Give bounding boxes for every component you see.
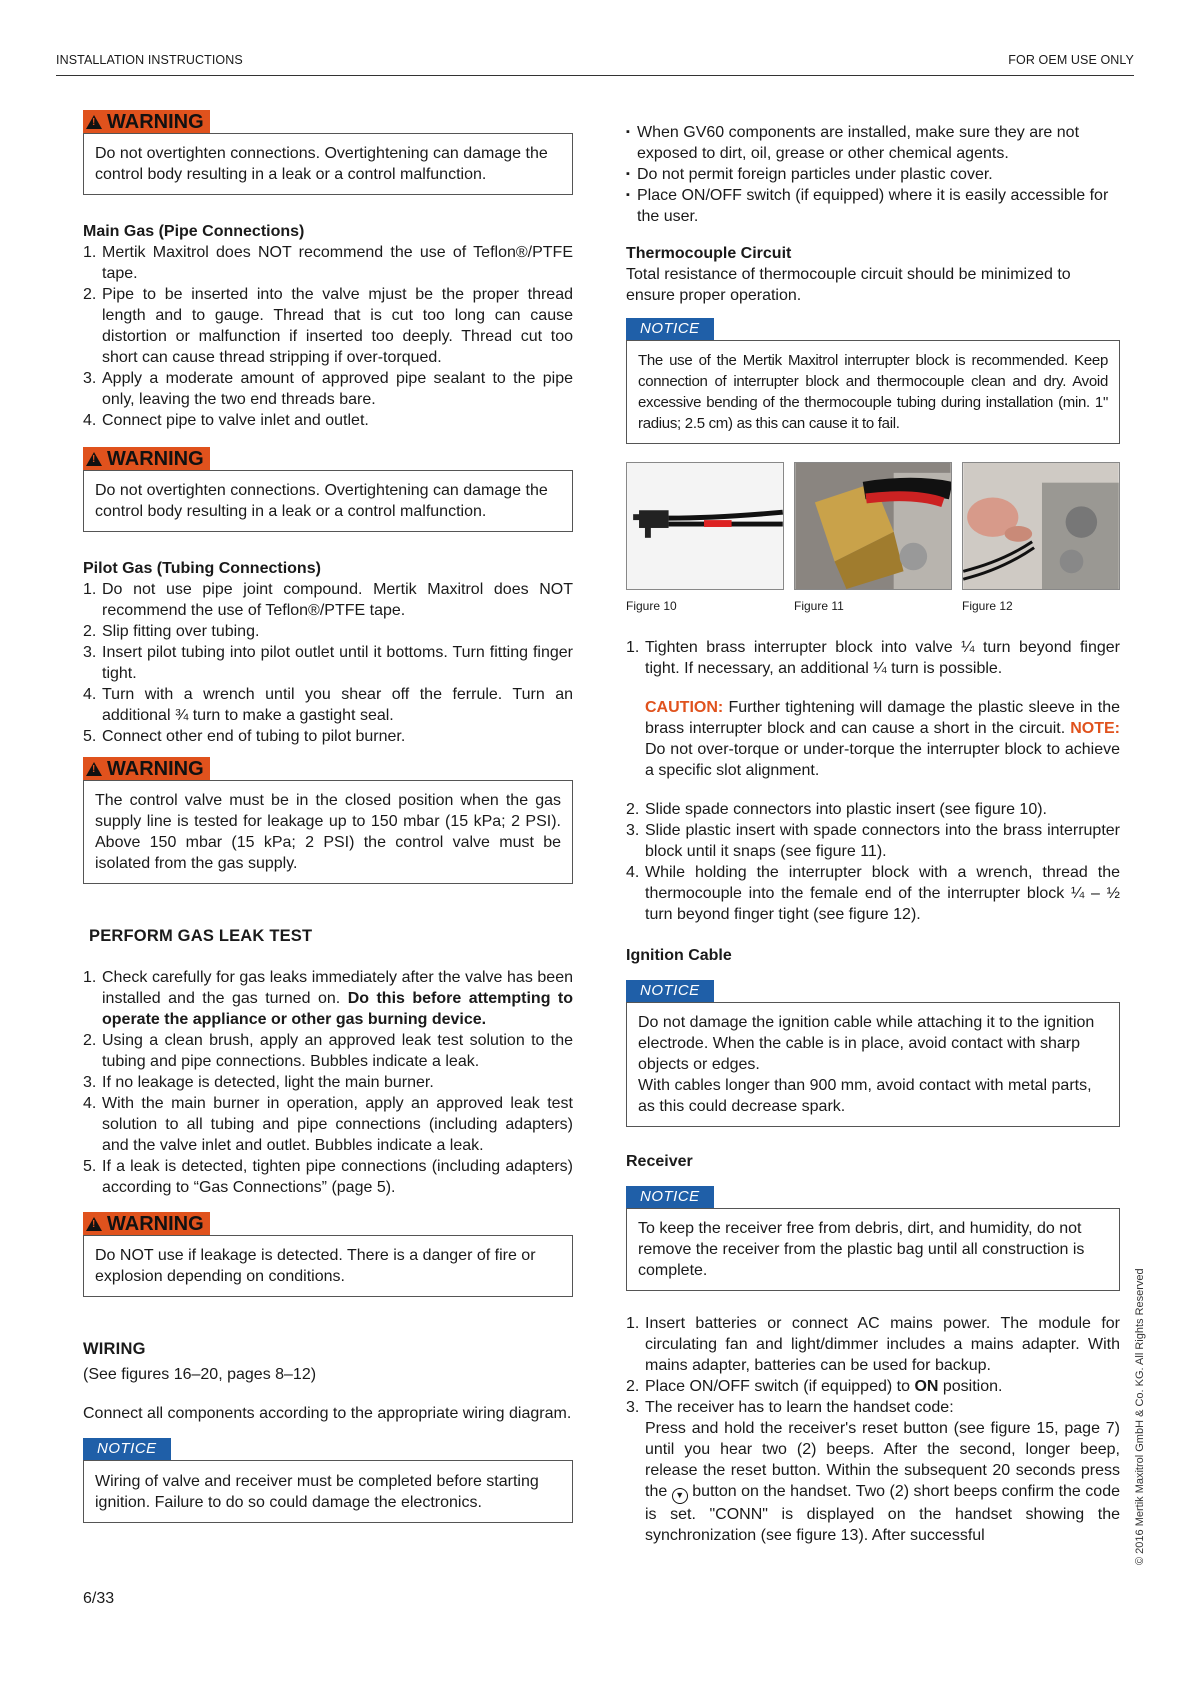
figure-12-image [962, 462, 1120, 590]
notice-text: The use of the Mertik Maxitrol interrupter block is recommended. Keep connection of interrupter block and thermocouple clean and dry. Avoid excessive bending of the thermocouple tubing during installation (min. 1" radius; 2.5 cm) as this can cause it to fail. [638, 352, 1108, 432]
list-item: 1. Tighten brass interrupter block into valve ¼ turn beyond finger tight. If necessary, an additional ¼ turn is possible. [626, 639, 1120, 677]
wiring-subtitle: (See figures 16–20, pages 8–12) [83, 1366, 317, 1383]
handset-down-button-icon: ▼ [672, 1488, 688, 1504]
warning-text: Do NOT use if leakage is detected. There is a danger of fire or explosion depending on conditions. [95, 1247, 536, 1285]
notice-text: Wiring of valve and receiver must be completed before starting ignition. Failure to do so could damage the electronics. [95, 1473, 539, 1511]
leak-test-title: PERFORM GAS LEAK TEST [89, 927, 313, 945]
warning-text: The control valve must be in the closed position when the gas supply line is tested for leakage up to 150 mbar (15 kPa; 2 PSI). Above 150 mbar (15 kPa; 2 PSI) the control valve must be isolated from the gas supply. [95, 792, 561, 872]
wiring-section [83, 1339, 573, 1424]
notice-tag: NOTICE [83, 1438, 171, 1460]
figure-caption: Figure 11 [794, 599, 844, 613]
warning-triangle-icon [86, 115, 102, 129]
list-item: 1. Insert batteries or connect AC mains power. The module for circulating fan and light/dimmer includes a mains adapter. With mains adapter, batteries can be used for backup. [626, 1315, 1120, 1374]
warning-text: Do not overtighten connections. Overtightening can damage the control body resulting in a leak or a control malfunction. [95, 145, 548, 183]
list-item: 2. Place ON/OFF switch (if equipped) to ON position. [626, 1378, 1003, 1395]
interrupter-steps-rest [626, 799, 1120, 925]
figure-row [626, 462, 1120, 617]
leak-test-section [83, 926, 573, 1198]
interrupter-steps [626, 637, 1120, 679]
list-item: 2. Slip fitting over tubing. [83, 623, 260, 640]
pilot-gas-title: Pilot Gas (Tubing Connections) [83, 560, 321, 577]
notice-box-receiver [626, 1186, 1120, 1291]
warning-box-4 [83, 1212, 573, 1297]
list-item: 5. Connect other end of tubing to pilot burner. [83, 728, 406, 745]
figure-10 [626, 462, 784, 617]
header-left: INSTALLATION INSTRUCTIONS [56, 53, 243, 67]
notice-box-thermocouple [626, 318, 1120, 444]
list-item: 2. Using a clean brush, apply an approved leak test solution to the tubing and pipe connections. Bubbles indicate a leak. [83, 1032, 573, 1070]
warning-tag: !WARNING [83, 447, 210, 470]
thermocouple-text: Total resistance of thermocouple circuit should be minimized to ensure proper operation. [626, 266, 1071, 304]
main-gas-section [83, 221, 573, 431]
list-item: 1. Mertik Maxitrol does NOT recommend the use of Teflon®/PTFE tape. [83, 244, 573, 282]
right-column [626, 110, 1120, 1546]
copyright-vertical: © 2016 Mertik Maxitrol GmbH & Co. KG. All Rights Reserved [1134, 1268, 1146, 1565]
main-gas-title: Main Gas (Pipe Connections) [83, 223, 305, 240]
figure-11-image [794, 462, 952, 590]
notice-text: With cables longer than 900 mm, avoid contact with metal parts, as this could decrease spark. [638, 1077, 1092, 1115]
caution-note: CAUTION: Further tightening will damage the plastic sleeve in the brass interrupter block and can cause a short in the circuit. NOTE: Do not over-torque or under-torque the interrupter block to achieve a specific slot alignment. [645, 699, 1120, 779]
list-item: 4. Connect pipe to valve inlet and outlet. [83, 412, 369, 429]
wiring-text: Connect all components according to the appropriate wiring diagram. [83, 1405, 572, 1422]
list-item: ▪ Place ON/OFF switch (if equipped) where it is easily accessible for the user. [626, 185, 1120, 227]
list-item: 4. While holding the interrupter block with a wrench, thread the thermocouple into the female end of the interrupter block ¼ – ½ turn beyond finger tight (see figure 12). [626, 864, 1120, 923]
list-item: ▪ Do not permit foreign particles under plastic cover. [626, 164, 1120, 185]
list-item: 3. The receiver has to learn the handset code: Press and hold the receiver's reset button (see figure 15, page 7) until you hear two (2) beeps. After the second, longer beep, release the reset button. Within the subsequent 20 seconds press the ▼ button on the handset. Two (2) short beeps confirm the code is set. "CONN" is displayed on the handset showing the synchronization (see figure 13). After successful [626, 1399, 1121, 1544]
page-header [56, 50, 1134, 76]
bullet-list [626, 122, 1120, 227]
warning-triangle-icon [86, 762, 102, 776]
notice-text: Do not damage the ignition cable while attaching it to the ignition electrode. When the cable is in place, avoid contact with sharp objects or edges. [638, 1014, 1095, 1073]
wiring-title: WIRING [83, 1340, 146, 1358]
figure-10-image [626, 462, 784, 590]
warning-triangle-icon [86, 1217, 102, 1231]
list-item: 5. If a leak is detected, tighten pipe connections (including adapters) according to “Gas Connections” (page 5). [83, 1158, 573, 1196]
list-item: 1. Do not use pipe joint compound. Mertik Maxitrol does NOT recommend the use of Teflon®/PTFE tape. [83, 581, 573, 619]
notice-box-ignition [626, 980, 1120, 1127]
pilot-gas-section [83, 558, 573, 747]
list-item: 2. Slide spade connectors into plastic insert (see figure 10). [626, 801, 1047, 818]
warning-box-2 [83, 447, 573, 532]
list-item: 3. Apply a moderate amount of approved pipe sealant to the pipe only, leaving the two end threads bare. [83, 370, 573, 408]
notice-tag: NOTICE [626, 318, 714, 340]
warning-tag: !WARNING [83, 110, 210, 133]
notice-tag: NOTICE [626, 1186, 714, 1208]
caution-label: CAUTION: [645, 699, 724, 716]
receiver-steps [626, 1313, 1120, 1546]
notice-text: To keep the receiver free from debris, dirt, and humidity, do not remove the receiver from the plastic bag until all construction is complete. [638, 1220, 1085, 1279]
note-label: NOTE: [1070, 720, 1120, 737]
list-item: 2. Pipe to be inserted into the valve mjust be the proper thread length and to gauge. Thread that is cut too long can cause distortion or malfunction if inserted too deeply. Thread cut too short can cause thread stripping if over-torqued. [83, 286, 573, 366]
ignition-title: Ignition Cable [626, 947, 732, 964]
list-item: 3. Insert pilot tubing into pilot outlet until it bottoms. Turn fitting finger tight. [83, 644, 573, 682]
thermocouple-section [626, 243, 1120, 306]
receiver-title: Receiver [626, 1153, 693, 1170]
list-item: 1. Check carefully for gas leaks immediately after the valve has been installed and the gas turned on. Do this before attempting to operate the appliance or other gas burning device. [83, 969, 574, 1028]
notice-tag: NOTICE [626, 980, 714, 1002]
warning-box-3 [83, 757, 573, 884]
left-column [83, 110, 573, 1523]
figure-caption: Figure 12 [962, 599, 1013, 613]
notice-box-wiring [83, 1438, 573, 1523]
warning-text: Do not overtighten connections. Overtightening can damage the control body resulting in a leak or a control malfunction. [95, 482, 548, 520]
list-item: 4. Turn with a wrench until you shear off the ferrule. Turn an additional ¾ turn to make a gastight seal. [83, 686, 573, 724]
warning-tag: !WARNING [83, 1212, 210, 1235]
thermocouple-title: Thermocouple Circuit [626, 245, 792, 262]
list-item: 4. With the main burner in operation, apply an approved leak test solution to all tubing and pipe connections (including adapters) and the valve inlet and outlet. Bubbles indicate a leak. [83, 1095, 573, 1154]
list-item: ▪ When GV60 components are installed, make sure they are not exposed to dirt, oil, grease or other chemical agents. [626, 122, 1120, 164]
list-item: 3. Slide plastic insert with spade connectors into the brass interrupter block until it snaps (see figure 11). [626, 822, 1120, 860]
header-right: FOR OEM USE ONLY [1008, 53, 1134, 67]
figure-12 [962, 462, 1120, 617]
page-number: 6/33 [83, 1590, 115, 1607]
warning-tag: !WARNING [83, 757, 210, 780]
warning-triangle-icon [86, 452, 102, 466]
figure-11 [794, 462, 952, 617]
figure-caption: Figure 10 [626, 599, 677, 613]
warning-box-1 [83, 110, 573, 195]
list-item: 3. If no leakage is detected, light the main burner. [83, 1074, 434, 1091]
